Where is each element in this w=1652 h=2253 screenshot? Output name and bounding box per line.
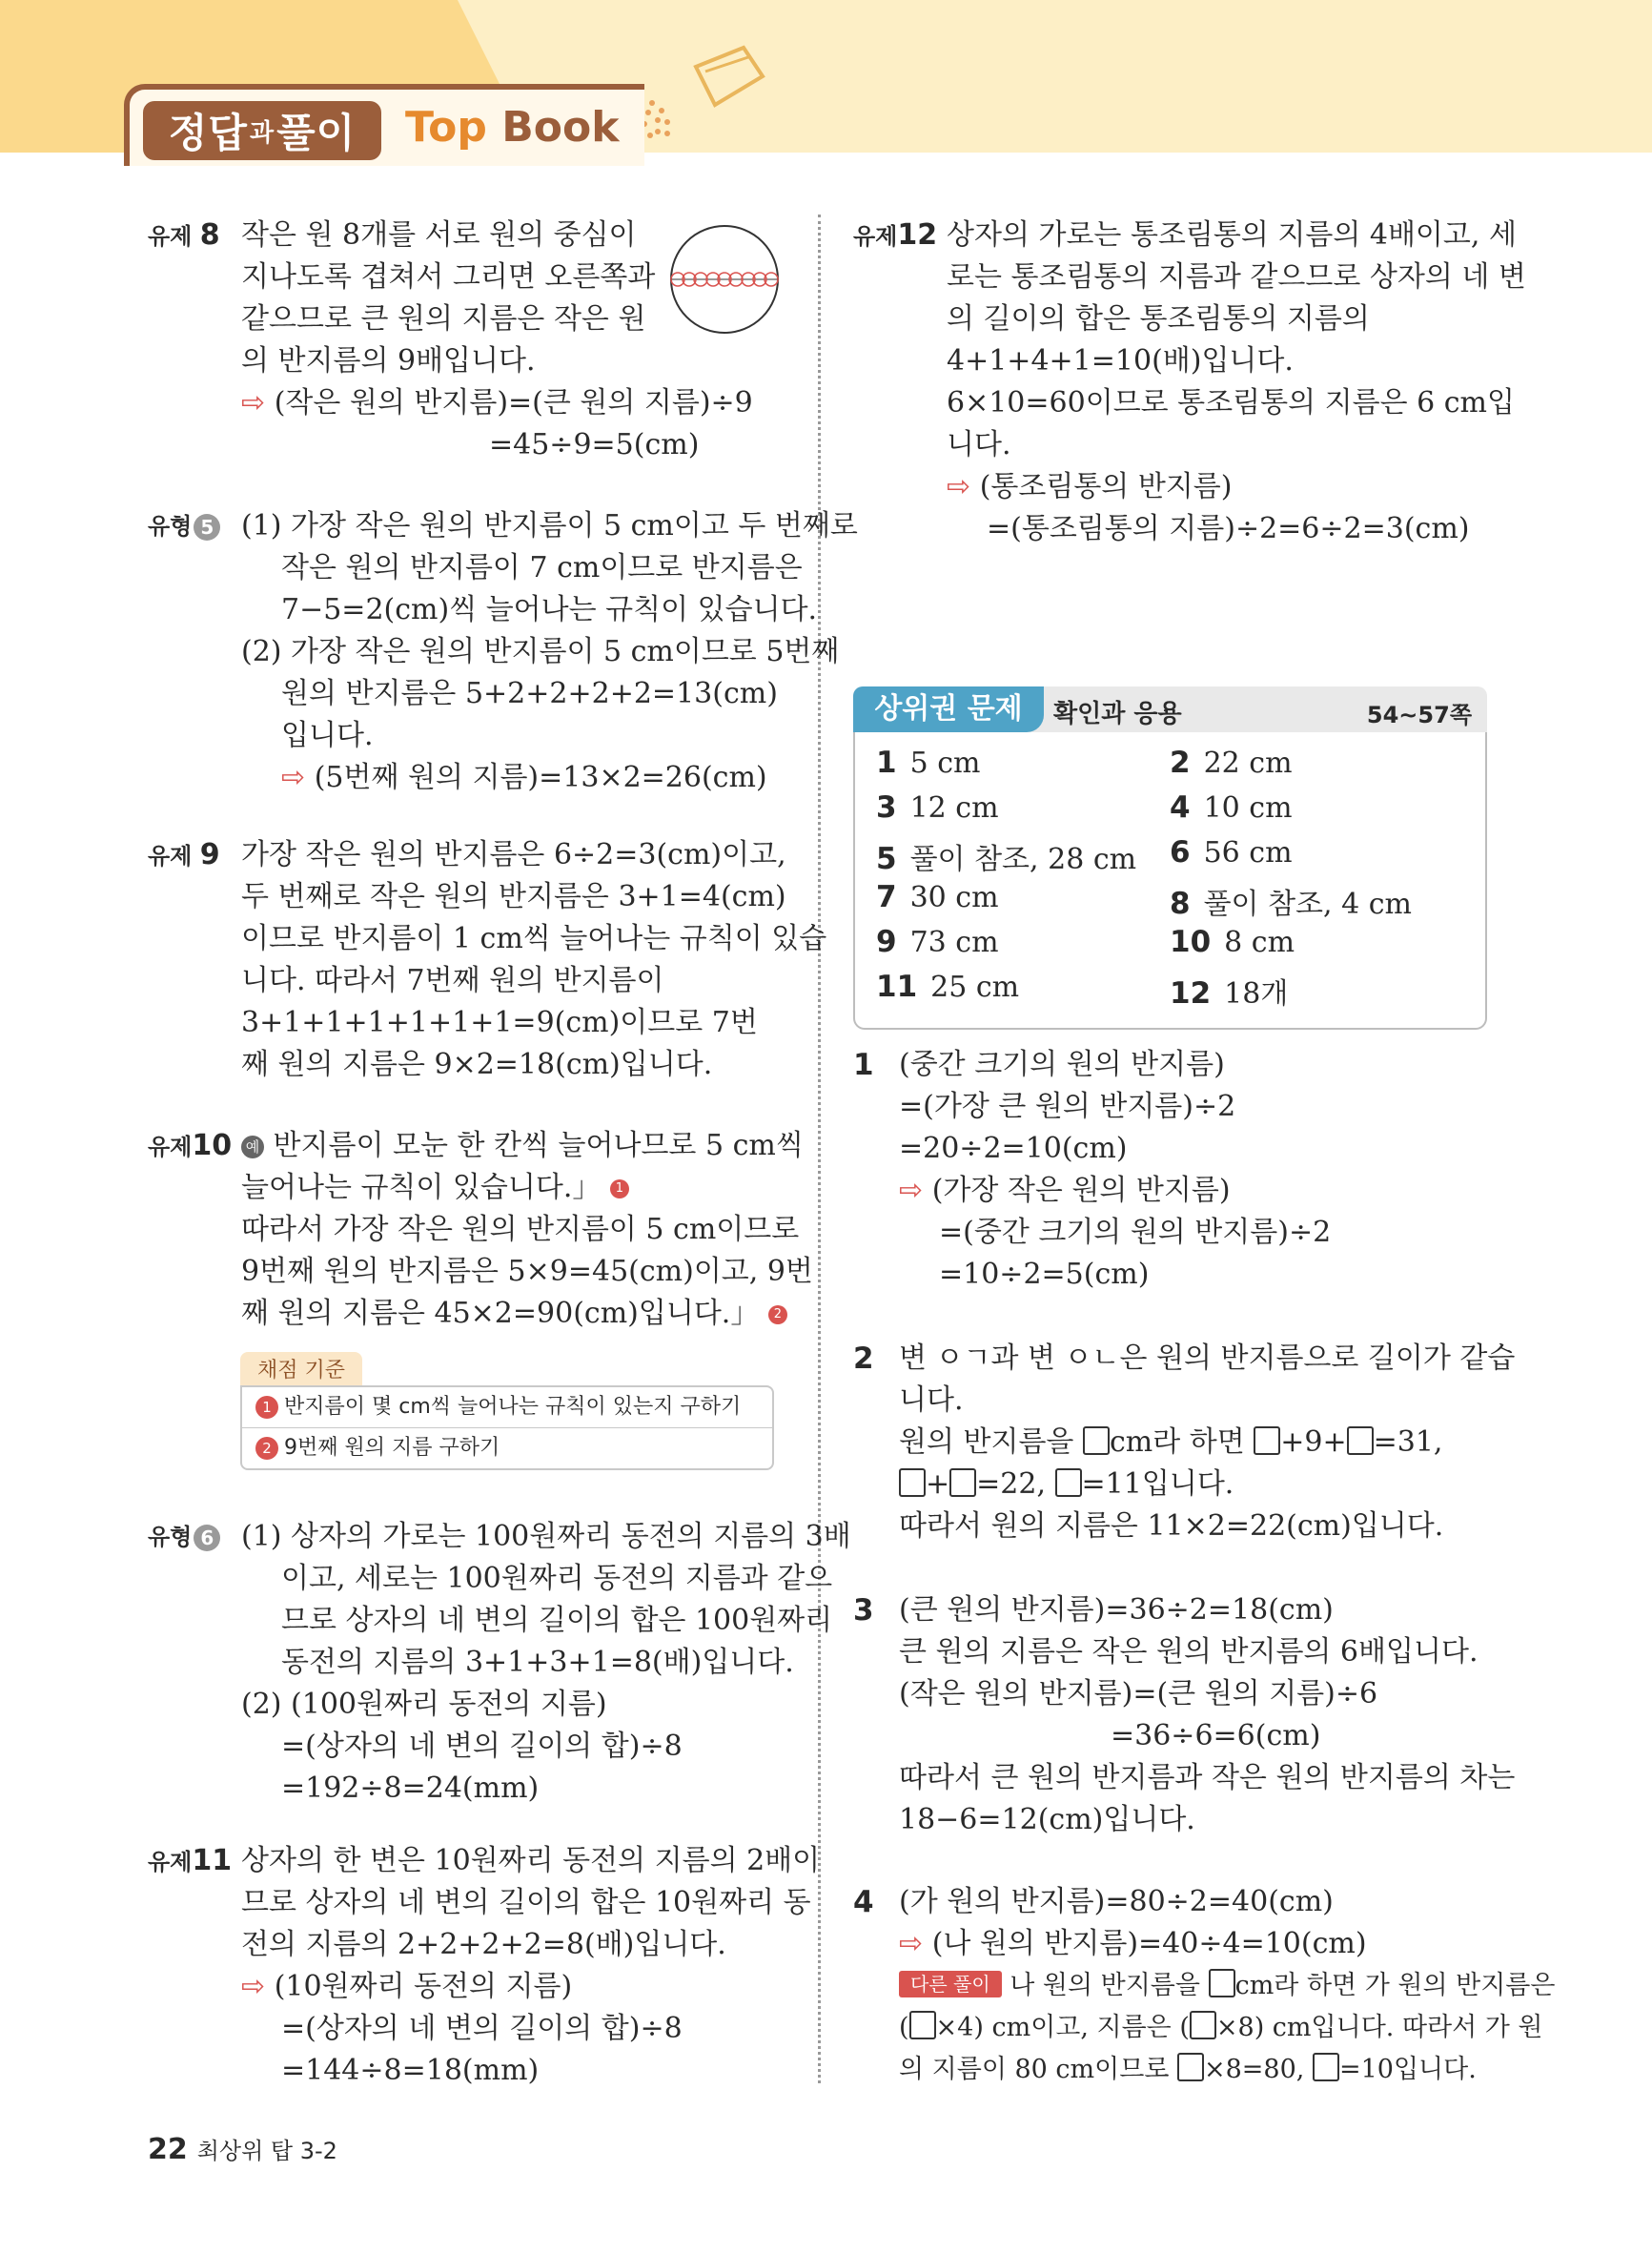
arrow-icon: ⇨ bbox=[899, 1174, 924, 1207]
text-span: =22, bbox=[976, 1467, 1046, 1501]
text-span: cm라 하면 bbox=[1109, 1425, 1245, 1459]
text-line: (중간 크기의 원의 반지름) bbox=[899, 1048, 1225, 1081]
text-line: =192÷8=24(mm) bbox=[281, 1772, 540, 1805]
answer-value: 풀이 참조, 28 cm bbox=[909, 843, 1137, 876]
text-line bbox=[241, 1966, 775, 2008]
text-line bbox=[899, 1422, 1443, 1464]
blank-box bbox=[899, 1468, 926, 1497]
text-span: (10원짜리 동전의 지름) bbox=[274, 1970, 573, 2003]
problem-label bbox=[148, 1125, 232, 1168]
label-num: 8 bbox=[199, 218, 220, 252]
block-text bbox=[899, 1338, 1516, 1547]
answer-panel-header bbox=[853, 686, 1487, 732]
text-line: =36÷6=6(cm) bbox=[1111, 1719, 1321, 1752]
answer-num: 9 bbox=[876, 925, 897, 959]
text-line: =(중간 크기의 원의 반지름)÷2 bbox=[939, 1216, 1332, 1249]
text-line: 18−6=12(cm)입니다. bbox=[899, 1803, 1195, 1836]
brand-top: Top bbox=[405, 103, 487, 152]
answer-num: 8 bbox=[1170, 887, 1191, 921]
answer-item bbox=[876, 970, 1019, 1004]
text-line: 로는 통조림통의 지름과 같으므로 상자의 네 변 bbox=[947, 260, 1526, 294]
text-line: 따라서 가장 작은 원의 반지름이 5 cm이므로 bbox=[241, 1213, 800, 1246]
text-line bbox=[899, 2049, 1490, 2091]
answer-panel-subtitle: 확인과 응용 bbox=[1053, 700, 1182, 728]
criteria-item bbox=[242, 1427, 772, 1468]
text-line: 두 번째로 작은 원의 반지름은 3+1=4(cm) bbox=[241, 880, 786, 913]
answer-panel-body bbox=[853, 732, 1487, 1030]
text-line: 전의 지름의 2+2+2+2=8(배)입니다. bbox=[241, 1928, 726, 1961]
text-line bbox=[899, 2007, 1543, 2049]
text-line: 작은 원의 반지름이 7 cm이므로 반지름은 bbox=[281, 551, 803, 584]
text-line: 째 원의 지름은 9×2=18(cm)입니다. bbox=[241, 1048, 713, 1081]
arrow-icon: ⇨ bbox=[899, 1927, 924, 1960]
block-text bbox=[241, 505, 858, 799]
criteria-box bbox=[240, 1385, 774, 1470]
label-text: 유형 bbox=[148, 1524, 193, 1550]
answer-num: 12 bbox=[1170, 976, 1212, 1011]
criteria-text: 9번째 원의 지름 구하기 bbox=[284, 1436, 500, 1460]
answer-item bbox=[876, 746, 980, 780]
text-line: (2) (100원짜리 동전의 지름) bbox=[241, 1688, 607, 1721]
brand-title bbox=[405, 103, 619, 152]
text-line: (2) 가장 작은 원의 반지름이 5 cm이므로 5번째 bbox=[241, 635, 840, 668]
answer-num: 11 bbox=[876, 970, 918, 1004]
answer-panel-tag: 상위권 문제 bbox=[853, 686, 1044, 732]
text-line: (가 원의 반지름)=80÷2=40(cm) bbox=[899, 1885, 1334, 1918]
solution-num: 2 bbox=[853, 1342, 874, 1376]
answer-value: 12 cm bbox=[909, 791, 999, 825]
label-text: 유제 bbox=[148, 843, 193, 870]
text-span: ×8) cm입니다. 따라서 가 원 bbox=[1215, 2013, 1543, 2042]
text-span: ( bbox=[899, 2013, 909, 2042]
text-line bbox=[899, 1923, 1490, 1965]
blank-box bbox=[909, 2011, 936, 2039]
arrow-icon: ⇨ bbox=[241, 1970, 266, 2003]
pencil-icon bbox=[686, 38, 772, 124]
problem-label bbox=[148, 215, 220, 257]
criteria-marker: 2 bbox=[255, 1437, 278, 1460]
text-line: 6×10=60이므로 통조림통의 지름은 6 cm입 bbox=[947, 386, 1515, 420]
answer-value: 5 cm bbox=[909, 747, 981, 780]
blank-box bbox=[1209, 1969, 1235, 1997]
answer-value: 10 cm bbox=[1203, 791, 1293, 825]
text-line: 4+1+4+1=10(배)입니다. bbox=[947, 344, 1294, 378]
solution-num: 3 bbox=[853, 1593, 874, 1628]
text-line bbox=[241, 757, 775, 799]
text-line: 따라서 원의 지름은 11×2=22(cm)입니다. bbox=[899, 1509, 1444, 1543]
text-line: 니다. 따라서 7번째 원의 반지름이 bbox=[241, 964, 664, 997]
text-line: =(상자의 네 변의 길이의 합)÷8 bbox=[281, 1730, 683, 1763]
text-line: 따라서 큰 원의 반지름과 작은 원의 반지름의 차는 bbox=[899, 1761, 1516, 1794]
label-num: 11 bbox=[192, 1844, 233, 1877]
text-line bbox=[899, 1170, 1433, 1212]
text-line bbox=[241, 1293, 783, 1335]
label-text: 유제 bbox=[148, 1134, 193, 1160]
answer-value: 56 cm bbox=[1203, 836, 1293, 870]
text-span: ×8=80, bbox=[1204, 2055, 1305, 2084]
score-marker: 1 bbox=[610, 1179, 629, 1198]
text-line: + =22, =11입니다. bbox=[899, 1464, 1433, 1505]
text-span: 의 지름이 80 cm이므로 bbox=[899, 2055, 1170, 2084]
answer-value: 8 cm bbox=[1224, 926, 1295, 959]
answer-item bbox=[1170, 746, 1293, 780]
answer-item bbox=[876, 835, 1136, 877]
label-text: 유제 bbox=[853, 223, 898, 250]
text-span: 늘어나는 규칙이 있습니다.」 bbox=[241, 1171, 602, 1204]
text-span: (통조림통의 반지름) bbox=[979, 470, 1233, 503]
arrow-icon: ⇨ bbox=[947, 470, 971, 503]
answer-item bbox=[1170, 835, 1293, 870]
problem-label bbox=[148, 1840, 232, 1883]
answer-num: 1 bbox=[876, 746, 897, 780]
blank-box bbox=[1347, 1426, 1374, 1455]
column-divider bbox=[818, 215, 821, 2083]
scoring-criteria bbox=[240, 1352, 774, 1470]
text-span: 째 원의 지름은 45×2=90(cm)입니다.」 bbox=[241, 1297, 760, 1330]
label-num: 5 bbox=[194, 514, 220, 541]
text-line: 니다. bbox=[899, 1383, 964, 1417]
label-num: 9 bbox=[199, 838, 220, 871]
answer-num: 3 bbox=[876, 790, 897, 825]
text-line: =45÷9=5(cm) bbox=[489, 428, 700, 461]
text-span: (작은 원의 반지름)=(큰 원의 지름)÷9 bbox=[274, 386, 753, 420]
score-marker: 2 bbox=[768, 1305, 787, 1324]
text-line: 입니다. bbox=[281, 719, 374, 752]
block-text bbox=[899, 1881, 1556, 2091]
block-text bbox=[899, 1589, 1516, 1841]
tab-text-2: 풀이 bbox=[276, 110, 357, 156]
text-line: 같으므로 큰 원의 지름은 작은 원 bbox=[241, 302, 646, 336]
example-icon: 예 bbox=[241, 1136, 264, 1158]
criteria-marker: 1 bbox=[255, 1396, 278, 1419]
text-line: 변 ㅇㄱ과 변 ㅇㄴ은 원의 반지름으로 길이가 같습 bbox=[899, 1342, 1516, 1375]
text-line: 니다. bbox=[947, 428, 1011, 461]
text-line: 의 길이의 합은 통조림통의 지름의 bbox=[947, 302, 1370, 336]
text-line bbox=[899, 1965, 1556, 2007]
text-line: 7−5=2(cm)씩 늘어나는 규칙이 있습니다. bbox=[281, 593, 818, 626]
text-line: =(상자의 네 변의 길이의 합)÷8 bbox=[281, 2012, 683, 2045]
text-line: 원의 반지름은 5+2+2+2+2=13(cm) bbox=[281, 677, 778, 710]
text-line: 상자의 한 변은 10원짜리 동전의 지름의 2배이 bbox=[241, 1844, 821, 1877]
text-span: (5번째 원의 지름)=13×2=26(cm) bbox=[314, 761, 767, 794]
text-span: +9+ bbox=[1280, 1425, 1347, 1459]
answer-value: 30 cm bbox=[909, 881, 999, 914]
text-line: (작은 원의 반지름)=(큰 원의 지름)÷6 bbox=[899, 1677, 1378, 1710]
label-num: 12 bbox=[897, 218, 938, 252]
text-line: (1) 가장 작은 원의 반지름이 5 cm이고 두 번째로 bbox=[241, 509, 858, 543]
answer-num: 6 bbox=[1170, 835, 1191, 870]
blank-box bbox=[1177, 2053, 1204, 2081]
answer-item bbox=[1170, 925, 1295, 959]
blank-box bbox=[1190, 2011, 1216, 2039]
text-line: 가장 작은 원의 반지름은 6÷2=3(cm)이고, bbox=[241, 838, 786, 871]
label-text: 유형 bbox=[148, 513, 193, 540]
text-line: =20÷2=10(cm) bbox=[899, 1132, 1128, 1165]
text-line: (큰 원의 반지름)=36÷2=18(cm) bbox=[899, 1593, 1334, 1627]
block-text bbox=[241, 834, 827, 1086]
criteria-text: 반지름이 몇 cm씩 늘어나는 규칙이 있는지 구하기 bbox=[284, 1395, 742, 1419]
criteria-item bbox=[242, 1387, 772, 1427]
text-line: 큰 원의 지름은 작은 원의 반지름의 6배입니다. bbox=[899, 1635, 1479, 1669]
answer-num: 2 bbox=[1170, 746, 1191, 780]
arrow-icon: ⇨ bbox=[241, 386, 266, 420]
answer-num: 7 bbox=[876, 880, 897, 914]
text-span: ×4) cm이고, 지름은 ( bbox=[935, 2013, 1190, 2042]
text-line bbox=[241, 1125, 804, 1167]
blank-box bbox=[1083, 1426, 1110, 1455]
answer-item bbox=[876, 880, 999, 914]
answer-item bbox=[1170, 880, 1412, 922]
text-line: 이고, 세로는 100원짜리 동전의 지름과 같으 bbox=[281, 1562, 833, 1595]
answer-value: 22 cm bbox=[1203, 747, 1293, 780]
tab-text: 정답 bbox=[168, 110, 248, 156]
text-line: =(통조림통의 지름)÷2=6÷2=3(cm) bbox=[987, 512, 1470, 545]
text-line: =(가장 큰 원의 반지름)÷2 bbox=[899, 1090, 1236, 1123]
text-line: =144÷8=18(mm) bbox=[281, 2054, 540, 2087]
text-line: 의 반지름의 9배입니다. bbox=[241, 344, 536, 378]
text-line bbox=[241, 1167, 775, 1209]
answer-value: 18개 bbox=[1224, 977, 1289, 1011]
label-num: 10 bbox=[192, 1129, 233, 1162]
problem-label bbox=[148, 505, 220, 547]
text-line bbox=[241, 382, 775, 424]
text-span: cm라 하면 가 원의 반지름은 bbox=[1234, 1971, 1556, 2000]
text-line: 작은 원 8개를 서로 원의 중심이 bbox=[241, 218, 637, 252]
text-line: 이므로 반지름이 1 cm씩 늘어나는 규칙이 있습 bbox=[241, 922, 827, 955]
answer-value: 25 cm bbox=[930, 971, 1020, 1004]
arrow-icon: ⇨ bbox=[281, 761, 306, 794]
text-line: 9번째 원의 반지름은 5×9=45(cm)이고, 9번 bbox=[241, 1255, 813, 1288]
block-text bbox=[899, 1044, 1433, 1296]
block-text bbox=[947, 215, 1526, 550]
text-span: 반지름이 모눈 한 칸씩 늘어나므로 5 cm씩 bbox=[273, 1129, 804, 1162]
block-text bbox=[241, 1125, 813, 1335]
answer-item bbox=[1170, 790, 1293, 825]
blank-box bbox=[949, 1468, 976, 1497]
text-span: (나 원의 반지름)=40÷4=10(cm) bbox=[931, 1927, 1367, 1960]
text-line: 동전의 지름의 3+1+3+1=8(배)입니다. bbox=[281, 1646, 794, 1679]
blank-box bbox=[1254, 1426, 1280, 1455]
answer-item bbox=[876, 790, 999, 825]
page-footer bbox=[148, 2132, 337, 2166]
section-tab bbox=[143, 101, 381, 160]
text-line: 3+1+1+1+1+1+1=9(cm)이므로 7번 bbox=[241, 1006, 758, 1039]
solution-num: 4 bbox=[853, 1885, 874, 1919]
blank-box bbox=[1055, 1468, 1082, 1497]
text-line: 므로 상자의 네 변의 길이의 합은 10원짜리 동 bbox=[241, 1886, 811, 1919]
answer-panel bbox=[853, 686, 1487, 1030]
answer-item bbox=[1170, 970, 1288, 1012]
text-line: 므로 상자의 네 변의 길이의 합은 100원짜리 bbox=[281, 1604, 833, 1637]
page-number: 22 bbox=[148, 2133, 188, 2166]
circles-figure bbox=[667, 222, 782, 337]
blank-box bbox=[1313, 2053, 1339, 2081]
brand-book: Book bbox=[486, 103, 620, 152]
text-line: (1) 상자의 가로는 100원짜리 동전의 지름의 3배 bbox=[241, 1520, 851, 1553]
answer-panel-pages: 54~57쪽 bbox=[1366, 702, 1472, 728]
block-text bbox=[241, 1516, 851, 1810]
problem-label bbox=[148, 1516, 220, 1558]
text-span: 원의 반지름을 bbox=[899, 1425, 1074, 1459]
text-line: 지나도록 겹쳐서 그리면 오른쪽과 bbox=[241, 260, 656, 294]
label-text: 유제 bbox=[148, 223, 193, 250]
label-num: 6 bbox=[194, 1525, 220, 1551]
text-line: =10÷2=5(cm) bbox=[939, 1258, 1150, 1291]
other-solution-tag: 다른 풀이 bbox=[899, 1971, 1002, 1997]
criteria-tag: 채점 기준 bbox=[240, 1352, 362, 1385]
problem-label bbox=[148, 834, 220, 877]
block-text bbox=[241, 1840, 821, 2092]
text-span: =31, bbox=[1373, 1425, 1443, 1459]
answer-value: 풀이 참조, 4 cm bbox=[1203, 888, 1412, 921]
answer-item bbox=[876, 925, 999, 959]
answer-num: 5 bbox=[876, 842, 897, 876]
text-line bbox=[947, 466, 1480, 508]
solution-num: 1 bbox=[853, 1048, 874, 1082]
text-span: 나 원의 반지름을 bbox=[1010, 1971, 1200, 2000]
label-text: 유제 bbox=[148, 1849, 193, 1875]
answer-num: 4 bbox=[1170, 790, 1191, 825]
text-span: =11입니다. bbox=[1081, 1467, 1234, 1501]
text-span: =10입니다. bbox=[1338, 2055, 1477, 2084]
text-span: (가장 작은 원의 반지름) bbox=[931, 1174, 1231, 1207]
problem-label bbox=[853, 215, 937, 257]
answer-value: 73 cm bbox=[909, 926, 999, 959]
tab-text-small: 과 bbox=[249, 118, 275, 148]
answer-num: 10 bbox=[1170, 925, 1212, 959]
text-line: 상자의 가로는 통조림통의 지름의 4배이고, 세 bbox=[947, 218, 1517, 252]
book-title: 최상위 탑 3-2 bbox=[196, 2138, 337, 2164]
